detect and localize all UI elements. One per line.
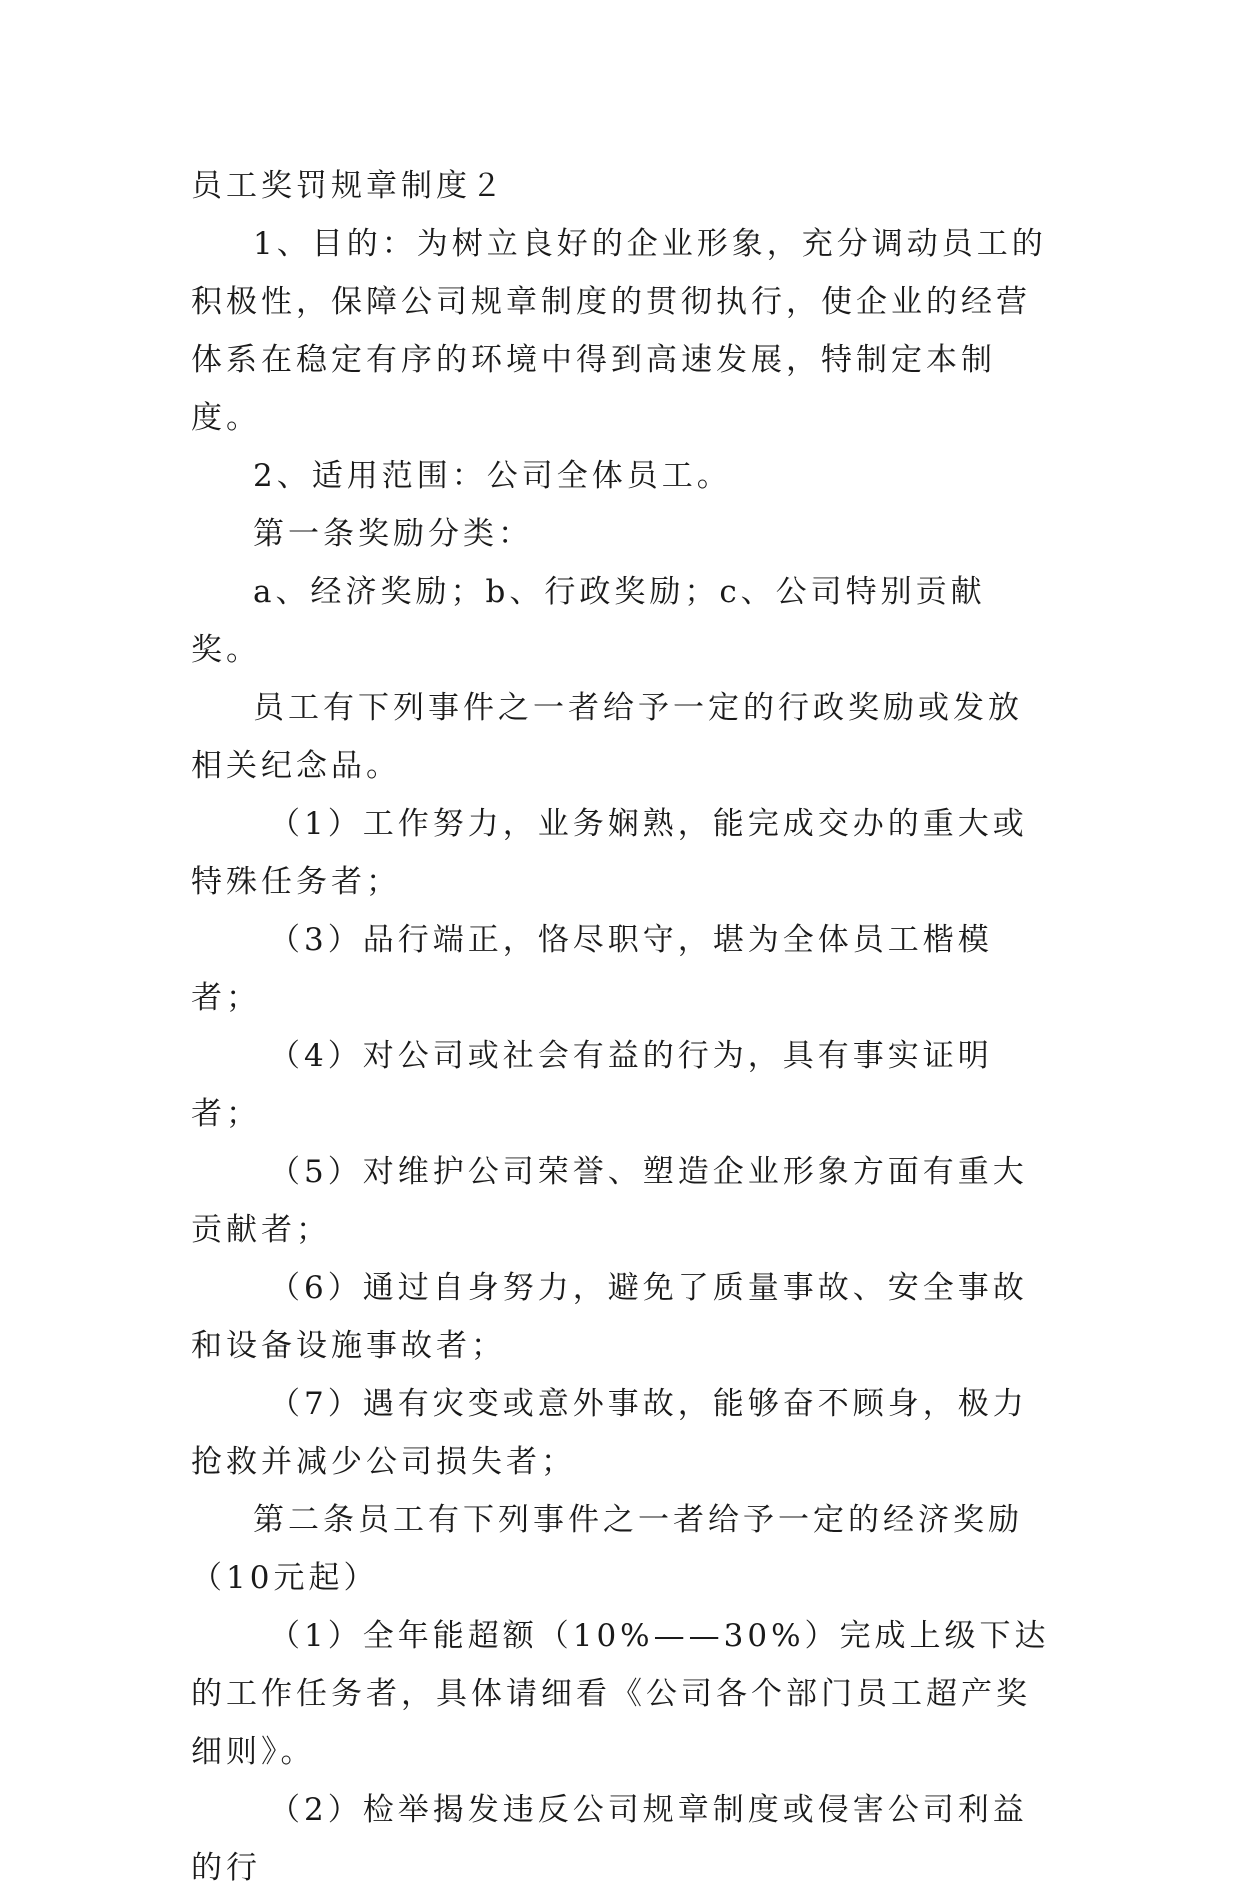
admin-reward-intro: 员工有下列事件之一者给予一定的行政奖励或发放相关纪念品。	[191, 690, 1023, 784]
list-item: （5）对维护公司荣誉、塑造企业形象方面有重大贡献者；	[191, 1154, 1028, 1248]
list-item: （6）通过自身努力，避免了质量事故、安全事故和设备设施事故者；	[191, 1270, 1028, 1364]
list-item: （2）检举揭发违反公司规章制度或侵害公司利益的行	[191, 1792, 1028, 1886]
paragraph-scope: 2、适用范围：公司全体员工。	[253, 458, 732, 494]
list-item: （1）工作努力，业务娴熟，能完成交办的重大或特殊任务者；	[191, 806, 1028, 900]
document-body	[191, 157, 1053, 1897]
list-item: （4）对公司或社会有益的行为，具有事实证明者；	[191, 1038, 993, 1132]
list-item: （7）遇有灾变或意外事故，能够奋不顾身，极力抢救并减少公司损失者；	[191, 1386, 1028, 1480]
article-2-heading: 第二条员工有下列事件之一者给予一定的经济奖励（10元起）	[191, 1502, 1023, 1596]
article-1-heading: 第一条奖励分类：	[253, 516, 533, 552]
reward-categories: a、经济奖励；b、行政奖励；c、公司特别贡献奖。	[191, 574, 986, 668]
paragraph-purpose: 1、目的：为树立良好的企业形象，充分调动员工的积极性，保障公司规章制度的贯彻执行，使企业的经营体系在稳定有序的环境中得到高速发展，特制定本制度。	[191, 226, 1047, 436]
list-item: （3）品行端正，恪尽职守，堪为全体员工楷模者；	[191, 922, 993, 1016]
list-item: （1）全年能超额（10%——30%）完成上级下达的工作任务者，具体请细看《公司各个部门员工超产奖细则》。	[191, 1618, 1050, 1770]
document-title: 员工奖罚规章制度２	[191, 168, 506, 204]
